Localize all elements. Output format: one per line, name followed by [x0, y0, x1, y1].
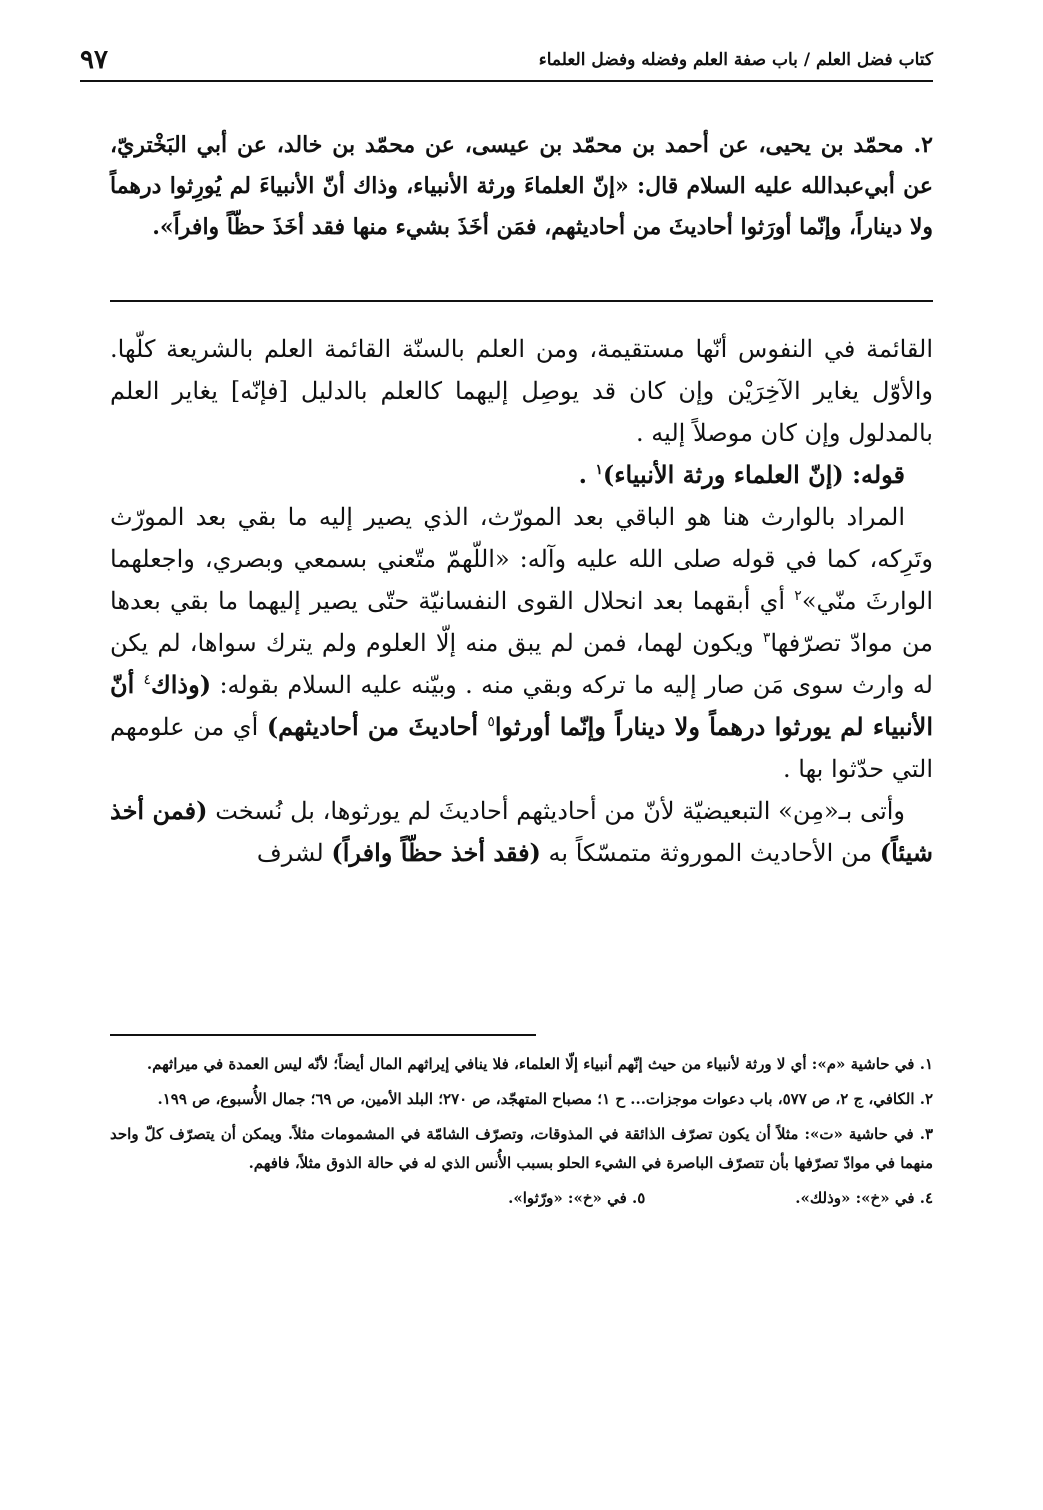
quote-label: قوله: (إنّ العلماء ورثة الأنبياء)	[602, 460, 905, 489]
commentary-body	[110, 328, 933, 874]
footnote-5: ٥. في «خ»: «ورّثوا».	[508, 1189, 646, 1207]
commentary-paragraph-1: القائمة في النفوس أنّها مستقيمة، ومن العلم بالسنّة القائمة العلم بالشريعة كلّها. والأوّل يغاير الآخِرَيْن وإن كان قد يوصِل إليهما كالعلم بالدليل [فإنّه] يغاير العلم بالمدلول وإن كان موصلاً إليه .	[110, 335, 933, 447]
commentary-quote-heading	[110, 454, 933, 496]
p3-bold-3: أحاديثَ من أحاديثهم)	[266, 712, 488, 741]
footnote-row	[110, 1184, 933, 1213]
p3-part-b: أي أبقهما بعد انحلال القوى النفسانيّة حتّى يصير إليهما ما بقي بعدها من موادّ تصرّفها	[110, 587, 933, 657]
p4-part-a: وأتى بـ«مِن» التبعيضيّة لأنّ من أحاديثهم أحاديثَ لم يورثوها، بل نُسخت	[207, 797, 905, 825]
footnote-ref-1[interactable]: ١	[595, 462, 603, 478]
p3-part-d: أي من علومهم التي حدّثوا بها .	[110, 713, 933, 783]
p3-part-c: ويكون لهما، فمن لم يبق منه إلّا العلوم ولم يترك سواها، لم يكن له وارث سوى مَن صار إليه ما تركه وبقي منه . وبيّنه عليه السلام بقوله:	[110, 629, 933, 699]
footnote-ref-5[interactable]: ٥	[487, 714, 495, 730]
running-title: كتاب فضل العلم / باب صفة العلم وفضله وفضل العلماء	[538, 50, 933, 70]
footnote-ref-3[interactable]: ٣	[762, 630, 771, 646]
section-divider	[110, 300, 933, 302]
footnote-divider	[110, 1034, 536, 1036]
quote-end: .	[578, 460, 596, 489]
p4-bold-2: (فقد أخذ حظّاً وافراً)	[331, 838, 541, 867]
p3-bold-1: (وذاك	[150, 670, 212, 699]
hadith-text: ٢. محمّد بن يحيى، عن أحمد بن محمّد بن عيسى، عن محمّد بن خالد، عن أبي البَخْتريّ، عن أبي‌عبدالله عليه السلام قال: «إنّ العلماءَ ورثة الأنبياء، وذاك أنّ الأنبياءَ لم يُورِثوا درهماً ولا ديناراً، وإنّما أورَثوا أحاديثَ من أحاديثهم، فمَن أخَذَ بشيء منها فقد أخَذَ حظّاً وافراً».	[110, 132, 933, 240]
p4-part-c: لشرف	[256, 839, 332, 867]
page-header	[80, 40, 933, 82]
footnote-ref-4[interactable]: ٤	[143, 672, 151, 688]
p3-part-a: المراد بالوارث هنا هو الباقي بعد المورّث، الذي يصير إليه ما بقي بعد المورّث وتَرِكه، كما في قوله صلى الله عليه وآله: «اللّهمّ متّعني بسمعي وبصري، واجعلهما الوارثَ منّي»	[110, 503, 934, 615]
commentary-paragraph-3	[110, 496, 933, 790]
footnote-4: ٤. في «خ»: «وذلك».	[795, 1189, 933, 1207]
p4-bold-1: (فمن أخذ شيئاً)	[110, 796, 933, 867]
footnote-2: ٢. الكافي، ج ٢، ص ٥٧٧، باب دعوات موجزات... ح ١؛ مصباح المتهجّد، ص ٢٧٠؛ البلد الأمين، ص ٦٩؛ جمال الأُسبوع، ص ١٩٩.	[157, 1090, 933, 1108]
footnote-3: ٣. في حاشية «ت»: مثلاً أن يكون تصرّف الذائقة في المذوقات، وتصرّف الشامّة في المشمومات مثلاً. ويمكن أن يتصرّف كلّ واحد منهما في موادّ تصرّفها بأن تتصرّف الباصرة في الشيء الحلو بسبب الأُنس الذي له في حالة الذوق مثلاً، فافهم.	[110, 1125, 933, 1172]
p4-part-b: من الأحاديث الموروثة متمسّكاً به	[540, 839, 880, 867]
commentary-paragraph-4	[110, 790, 933, 874]
footnote-1: ١. في حاشية «م»: أي لا ورثة لأنبياء من حيث إنّهم أنبياء إلّا العلماء، فلا ينافي إيراثهم المال أيضاً؛ لأنّه ليس العمدة في ميراثهم.	[146, 1055, 933, 1073]
footnotes	[110, 1050, 933, 1213]
page-number: ٩٧	[80, 45, 108, 75]
footnote-ref-2[interactable]: ٢	[794, 588, 802, 604]
p3-bold-2: أنّ الأنبياء لم يورثوا درهماً ولا ديناراً وإنّما أورثوا	[110, 670, 933, 741]
